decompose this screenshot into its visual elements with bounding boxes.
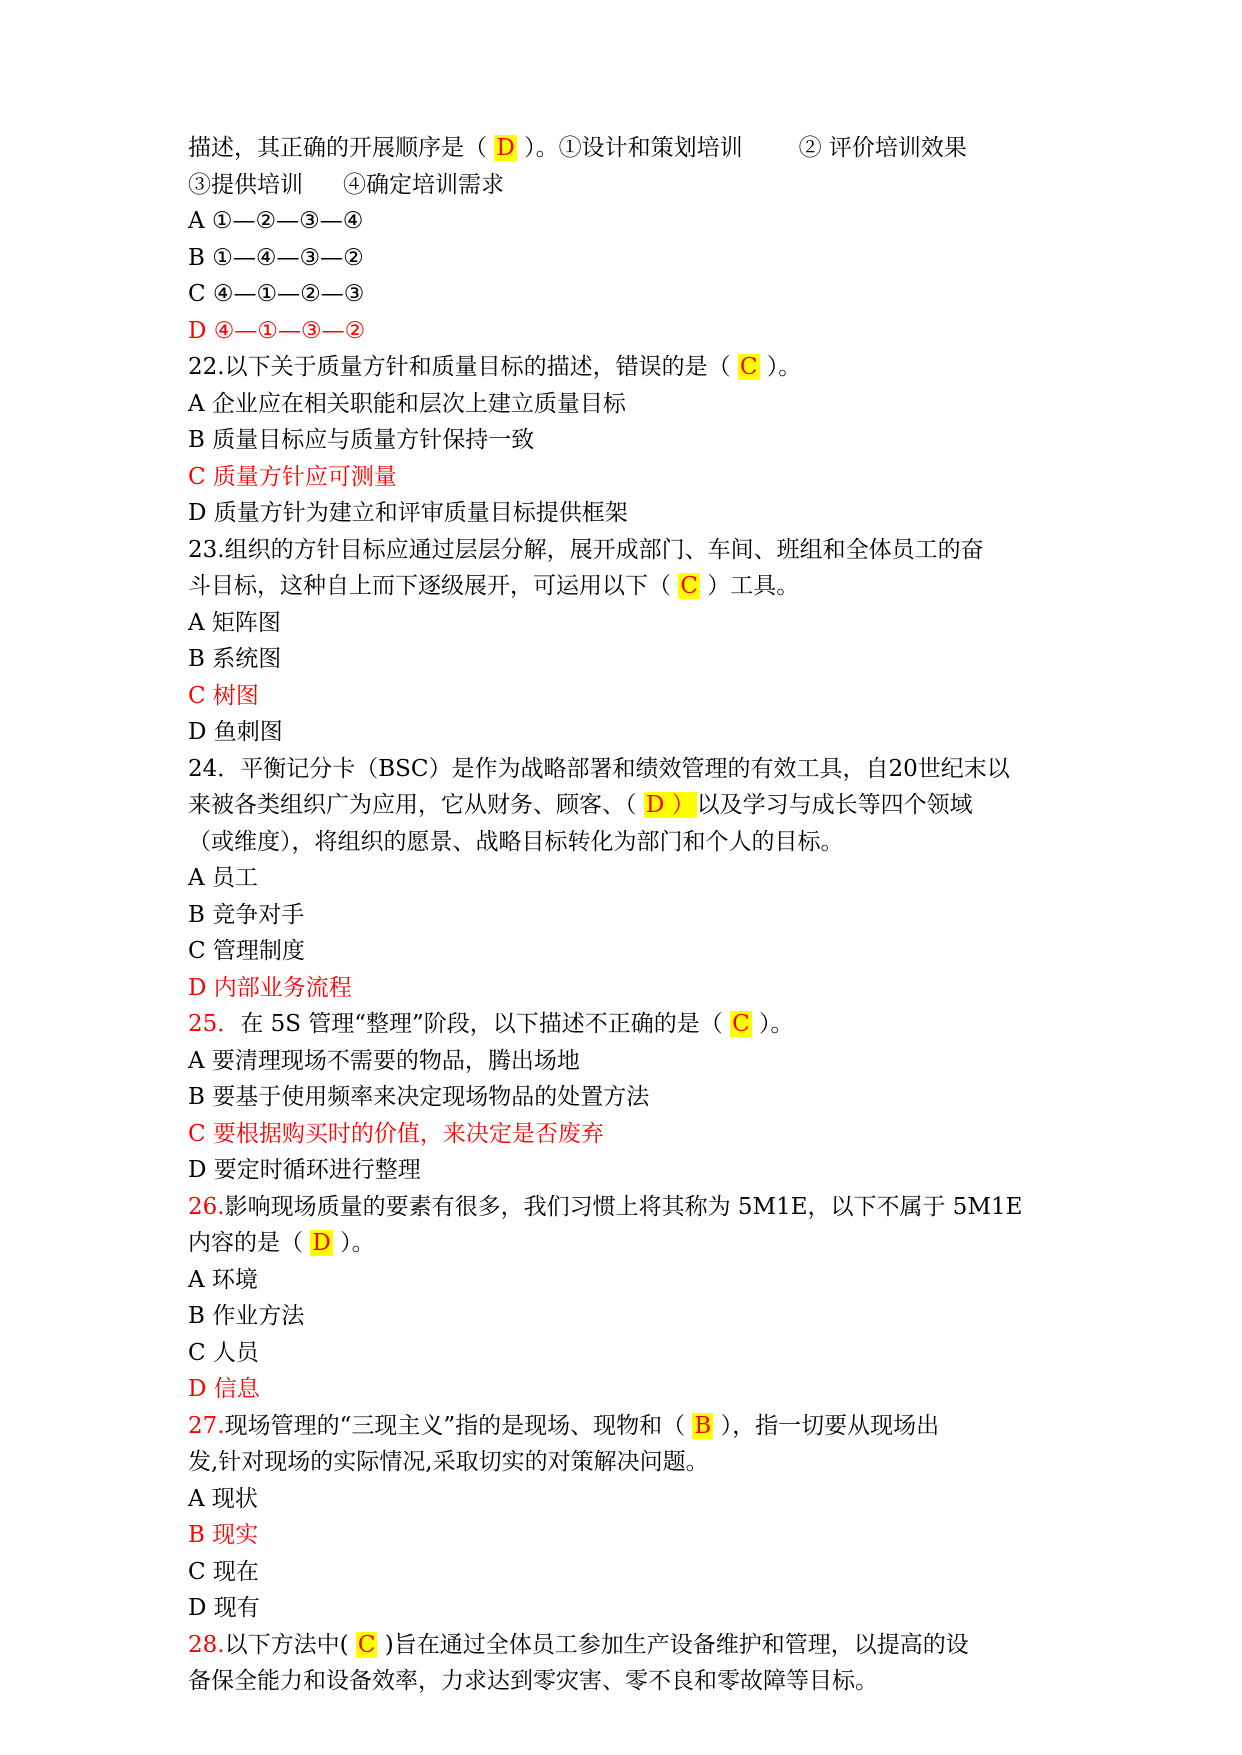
q27-option-a: A 现状 [188,1485,258,1512]
q21-stem-line1 [188,130,1068,167]
q21-option-a: A ①—②—③—④ [188,208,364,234]
q25-stem-prefix: 在 5S 管理“整理”阶段，以下描述不正确的是（ [240,1011,731,1037]
q25-answer-highlight: C [732,1011,750,1037]
q28-stem-line1 [188,1627,1068,1664]
q28-stem-prefix: 以下方法中( [224,1631,356,1658]
q27-number: 27. [188,1412,225,1439]
q26-option-a: A 环境 [188,1266,258,1293]
q27-answer-highlight: B [694,1412,712,1439]
q27-option-d: D 现有 [188,1595,260,1621]
q21-option-c: C ④—①—②—③ [188,281,365,307]
q21-stem-step4: ④确定培训需求 [343,171,504,198]
q27-stem-line2: 发,针对现场的实际情况,采取切实的对策解决问题。 [188,1449,709,1475]
q28-answer-highlight: C [357,1631,376,1658]
q24-stem-prefix: 来被各类组织广为应用，它从财务、顾客、（ [188,792,644,818]
q27-stem-prefix: 现场管理的“三现主义”指的是现场、现物和（ [224,1412,693,1439]
q22-stem-suffix: ）。 [759,354,802,380]
q24-option-c: C 管理制度 [188,938,305,964]
q28-stem-line2: 备保全能力和设备效率，力求达到零灾害、零不良和零故障等目标。 [188,1668,878,1694]
q21-stem-suffix: ）。①设计和策划培训 [516,135,743,161]
q25-stem [188,1006,1068,1043]
q23-option-c-correct: C 树图 [188,682,259,709]
q27-stem-suffix: ），指一切要从现场出 [713,1412,940,1439]
q24-option-d-correct: D 内部业务流程 [188,974,352,1001]
q24-option-b: B 竞争对手 [188,901,305,928]
q22-option-d: D 质量方针为建立和评审质量目标提供框架 [188,500,628,526]
q25-number: 25． [188,1011,241,1037]
q22-option-a: A 企业应在相关职能和层次上建立质量目标 [188,390,626,417]
q21-stem-line2 [188,167,1068,204]
q27-option-b-correct: B 现实 [188,1522,259,1548]
q22-option-c-correct: C 质量方针应可测量 [188,463,397,490]
q28-number: 28. [188,1631,225,1658]
q26-stem-line2 [188,1225,1068,1262]
q26-stem-prefix: 内容的是（ [188,1230,311,1256]
q26-option-c: C 人员 [188,1339,259,1366]
q23-option-a: A 矩阵图 [188,609,281,636]
q22-answer-highlight: C [739,354,758,380]
q21-stem-step3: ③提供培训 [188,171,303,198]
q25-option-c-correct: C 要根据购买时的价值，来决定是否废弃 [188,1120,604,1147]
q27-option-c: C 现在 [188,1558,259,1585]
q24-option-a: A 员工 [188,865,258,891]
q23-stem-suffix: ）工具。 [699,573,800,599]
q22-stem [188,349,1068,386]
q21-option-b: B ①—④—③—② [188,244,364,271]
q26-stem-text: 影响现场质量的要素有很多，我们习惯上将其称为 5M1E，以下不属于 5M1E [224,1193,1023,1220]
q27-stem-line1 [188,1408,1068,1445]
q22-stem-prefix: 22.以下关于质量方针和质量目标的描述，错误的是（ [188,354,738,380]
q26-number: 26. [188,1193,225,1220]
q23-option-b: B 系统图 [188,646,282,672]
q21-answer-highlight: D [496,135,515,161]
q26-answer-highlight: D [312,1230,331,1256]
q21-option-d-correct: D ④—①—③—② [188,317,366,344]
q26-stem-suffix: ）。 [332,1230,375,1256]
q23-stem-line2 [188,568,1068,605]
q24-answer-highlight: D ） [645,792,695,818]
q24-stem-line3: （或维度），将组织的愿景、战略目标转化为部门和个人的目标。 [188,828,844,855]
q25-option-b: B 要基于使用频率来决定现场物品的处置方法 [188,1084,650,1110]
q25-option-d: D 要定时循环进行整理 [188,1157,421,1183]
q24-stem-line2 [188,787,1068,824]
q25-option-a: A 要清理现场不需要的物品，腾出场地 [188,1047,580,1074]
q21-stem-step2: ② 评价培训效果 [798,135,967,161]
q26-stem-line1 [188,1189,1068,1226]
q24-stem-line1: 24．平衡记分卡（BSC）是作为战略部署和绩效管理的有效工具，自20世纪末以 [188,755,1010,782]
q28-stem-suffix: )旨在通过全体员工参加生产设备维护和管理，以提高的设 [377,1631,969,1658]
q21-stem-prefix: 描述，其正确的开展顺序是（ [188,135,495,161]
q23-option-d: D 鱼刺图 [188,719,283,745]
q26-option-d-correct: D 信息 [188,1376,260,1402]
exam-page [188,130,1068,1700]
q23-answer-highlight: C [680,573,698,599]
q26-option-b: B 作业方法 [188,1303,305,1329]
q25-stem-suffix: ）。 [751,1011,794,1037]
q23-stem-line1: 23.组织的方针目标应通过层层分解，展开成部门、车间、班组和全体员工的奋 [188,536,984,563]
q23-stem-prefix: 斗目标，这种自上而下逐级展开，可运用以下（ [188,573,679,599]
q24-stem-suffix: 以及学习与成长等四个领域 [696,792,973,818]
q22-option-b: B 质量目标应与质量方针保持一致 [188,427,535,453]
